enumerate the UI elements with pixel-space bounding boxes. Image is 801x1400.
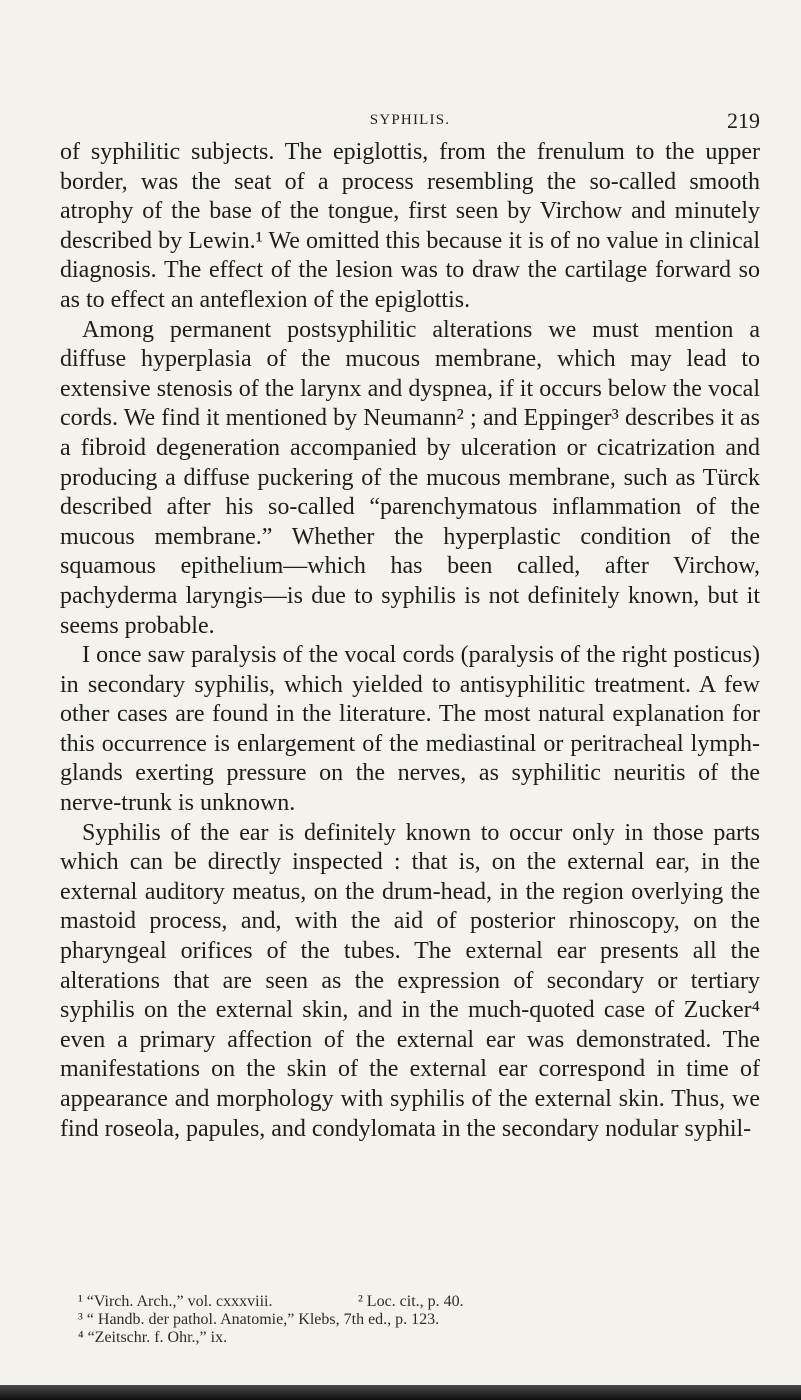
paragraph-4: Syphilis of the ear is definitely known to occur only in those parts which can be directly inspected : that is, on the external ear, in the external auditory meatus, on the drum-head, in the region overlying the mastoid process, and, with the aid of posterior rhinoscopy, on the pharyngeal orifices of the tubes. The external ear presents all the alterations that are seen as the expression of secondary or tertiary syphilis on the external skin, and in the much-quoted case of Zucker⁴ even a primary affection of the external ear was demonstrated. The manifestations on the skin of the external ear correspond in time of appearance and morphology with syphilis of the external skin. Thus, we find roseola, papules, and condylomata in the secondary nodular syphil- (60, 819, 760, 1142)
page-header (60, 82, 760, 133)
scan-edge-shadow (0, 1385, 801, 1400)
paragraph-3: I once saw paralysis of the vocal cords (paralysis of the right posticus) in secondary syphilis, which yielded to antisyphilitic treatment. A few other cases are found in the literature. The most natural explanation for this occurrence is enlargement of the mediastinal or peritracheal lymph-glands exerting pressure on the nerves, as syphilitic neuritis of the nerve-trunk is unknown. (60, 642, 760, 817)
paragraph-2: Among permanent postsyphilitic alterations we must mention a diffuse hyperplasia of the mucous membrane, which may lead to extensive stenosis of the larynx and dyspnea, if it occurs below the vocal cords. We find it mentioned by Neumann² ; and Eppinger³ describes it as a fibroid degeneration accompanied by ulceration or cicatrization and producing a diffuse puckering of the mucous membrane, such as Türck described after his so-called “parenchymatous inflammation of the mucous membrane.” Whether the hyperplastic condition of the squamous epithelium—which has been called, after Virchow, pachyderma laryngis—is due to syphilis is not definitely known, but it seems probable. (60, 316, 760, 639)
footnote-4: ⁴ “Zeitschr. f. Ohr.,” ix. (78, 1329, 228, 1346)
footnote-row-1 (78, 1293, 728, 1311)
footnote-2: ² Loc. cit., p. 40. (358, 1293, 464, 1310)
footnote-1: ¹ “Virch. Arch.,” vol. cxxxviii. (78, 1293, 273, 1310)
body-text (60, 138, 760, 1144)
footnote-row-3 (78, 1329, 728, 1347)
footnote-3: ³ “ Handb. der pathol. Anatomie,” Klebs, 7th ed., p. 123. (78, 1311, 440, 1328)
paragraph-1: of syphilitic subjects. The epiglottis, from the frenulum to the upper border, was the seat of a process resembling the so-called smooth atrophy of the base of the tongue, first seen by Virchow and minutely described by Lewin.¹ We omitted this because it is of no value in clinical diagnosis. The effect of the lesion was to draw the cartilage forward so as to effect an anteflexion of the epiglottis. (60, 139, 760, 313)
footnote-row-2 (78, 1311, 728, 1329)
footnotes (78, 1293, 728, 1347)
page-number: 219 (727, 108, 760, 133)
running-head: SYPHILIS. (369, 112, 451, 128)
